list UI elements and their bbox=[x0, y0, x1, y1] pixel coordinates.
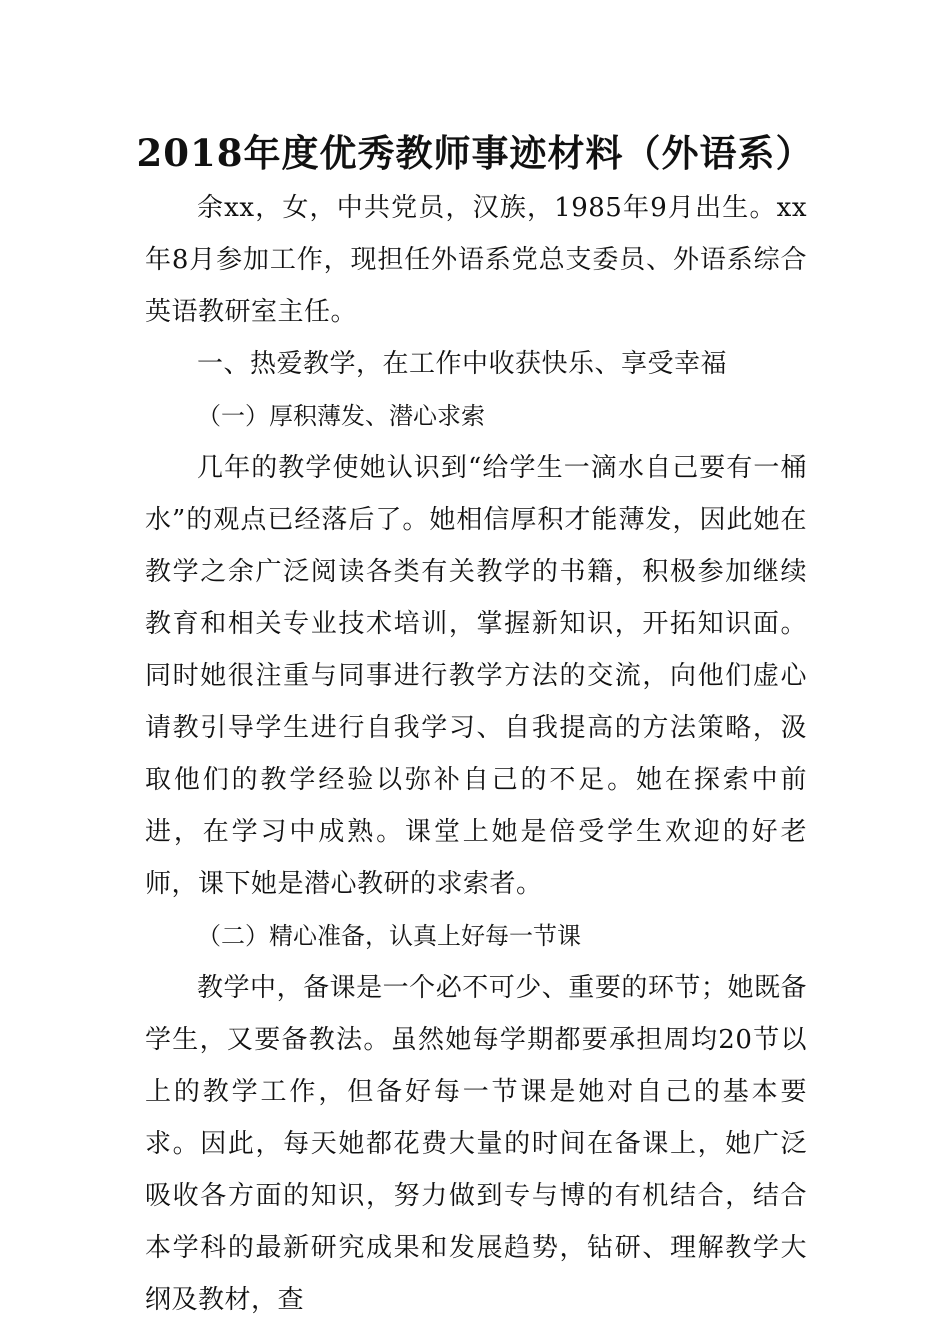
subsection-heading-2: （二）精心准备，认真上好每一节课 bbox=[197, 922, 581, 950]
subsection-paragraph-2: 教学中，备课是一个必不可少、重要的环节；她既备学生，又要备教法。虽然她每学期都要承担周均20节以上的教学工作，但备好每一节课是她对自己的基本要求。因此，每天她都花费大量的时间在备课上，她广泛吸收各方面的知识，努力做到专与博的有机结合，结合本学科的最新研究成果和发展趋势，钻研、理解教学大纲及教材，查 bbox=[145, 973, 807, 1315]
subsection-paragraph-1: 几年的教学使她认识到“给学生一滴水自己要有一桶水”的观点已经落后了。她相信厚积才能薄发，因此她在教学之余广泛阅读各类有关教学的书籍，积极参加继续教育和相关专业技术培训，掌握新知识，开拓知识面。同时她很注重与同事进行教学方法的交流，向他们虚心请教引导学生进行自我学习、自我提高的方法策略，汲取他们的教学经验以弥补自己的不足。她在探索中前进，在学习中成熟。课堂上她是倍受学生欢迎的好老师，课下她是潜心教研的求索者。 bbox=[145, 453, 807, 899]
subsection-heading-1: （一）厚积薄发、潜心求索 bbox=[197, 402, 485, 430]
intro-paragraph: 余xx，女，中共党员，汉族，1985年9月出生。xx年8月参加工作，现担任外语系党总支委员、外语系综合英语教研室主任。 bbox=[145, 193, 807, 327]
section-heading-1: 一、热爱教学，在工作中收获快乐、享受幸福 bbox=[197, 349, 728, 379]
document-title: 2018年度优秀教师事迹材料（外语系） bbox=[136, 131, 814, 175]
document-body bbox=[145, 182, 807, 1326]
